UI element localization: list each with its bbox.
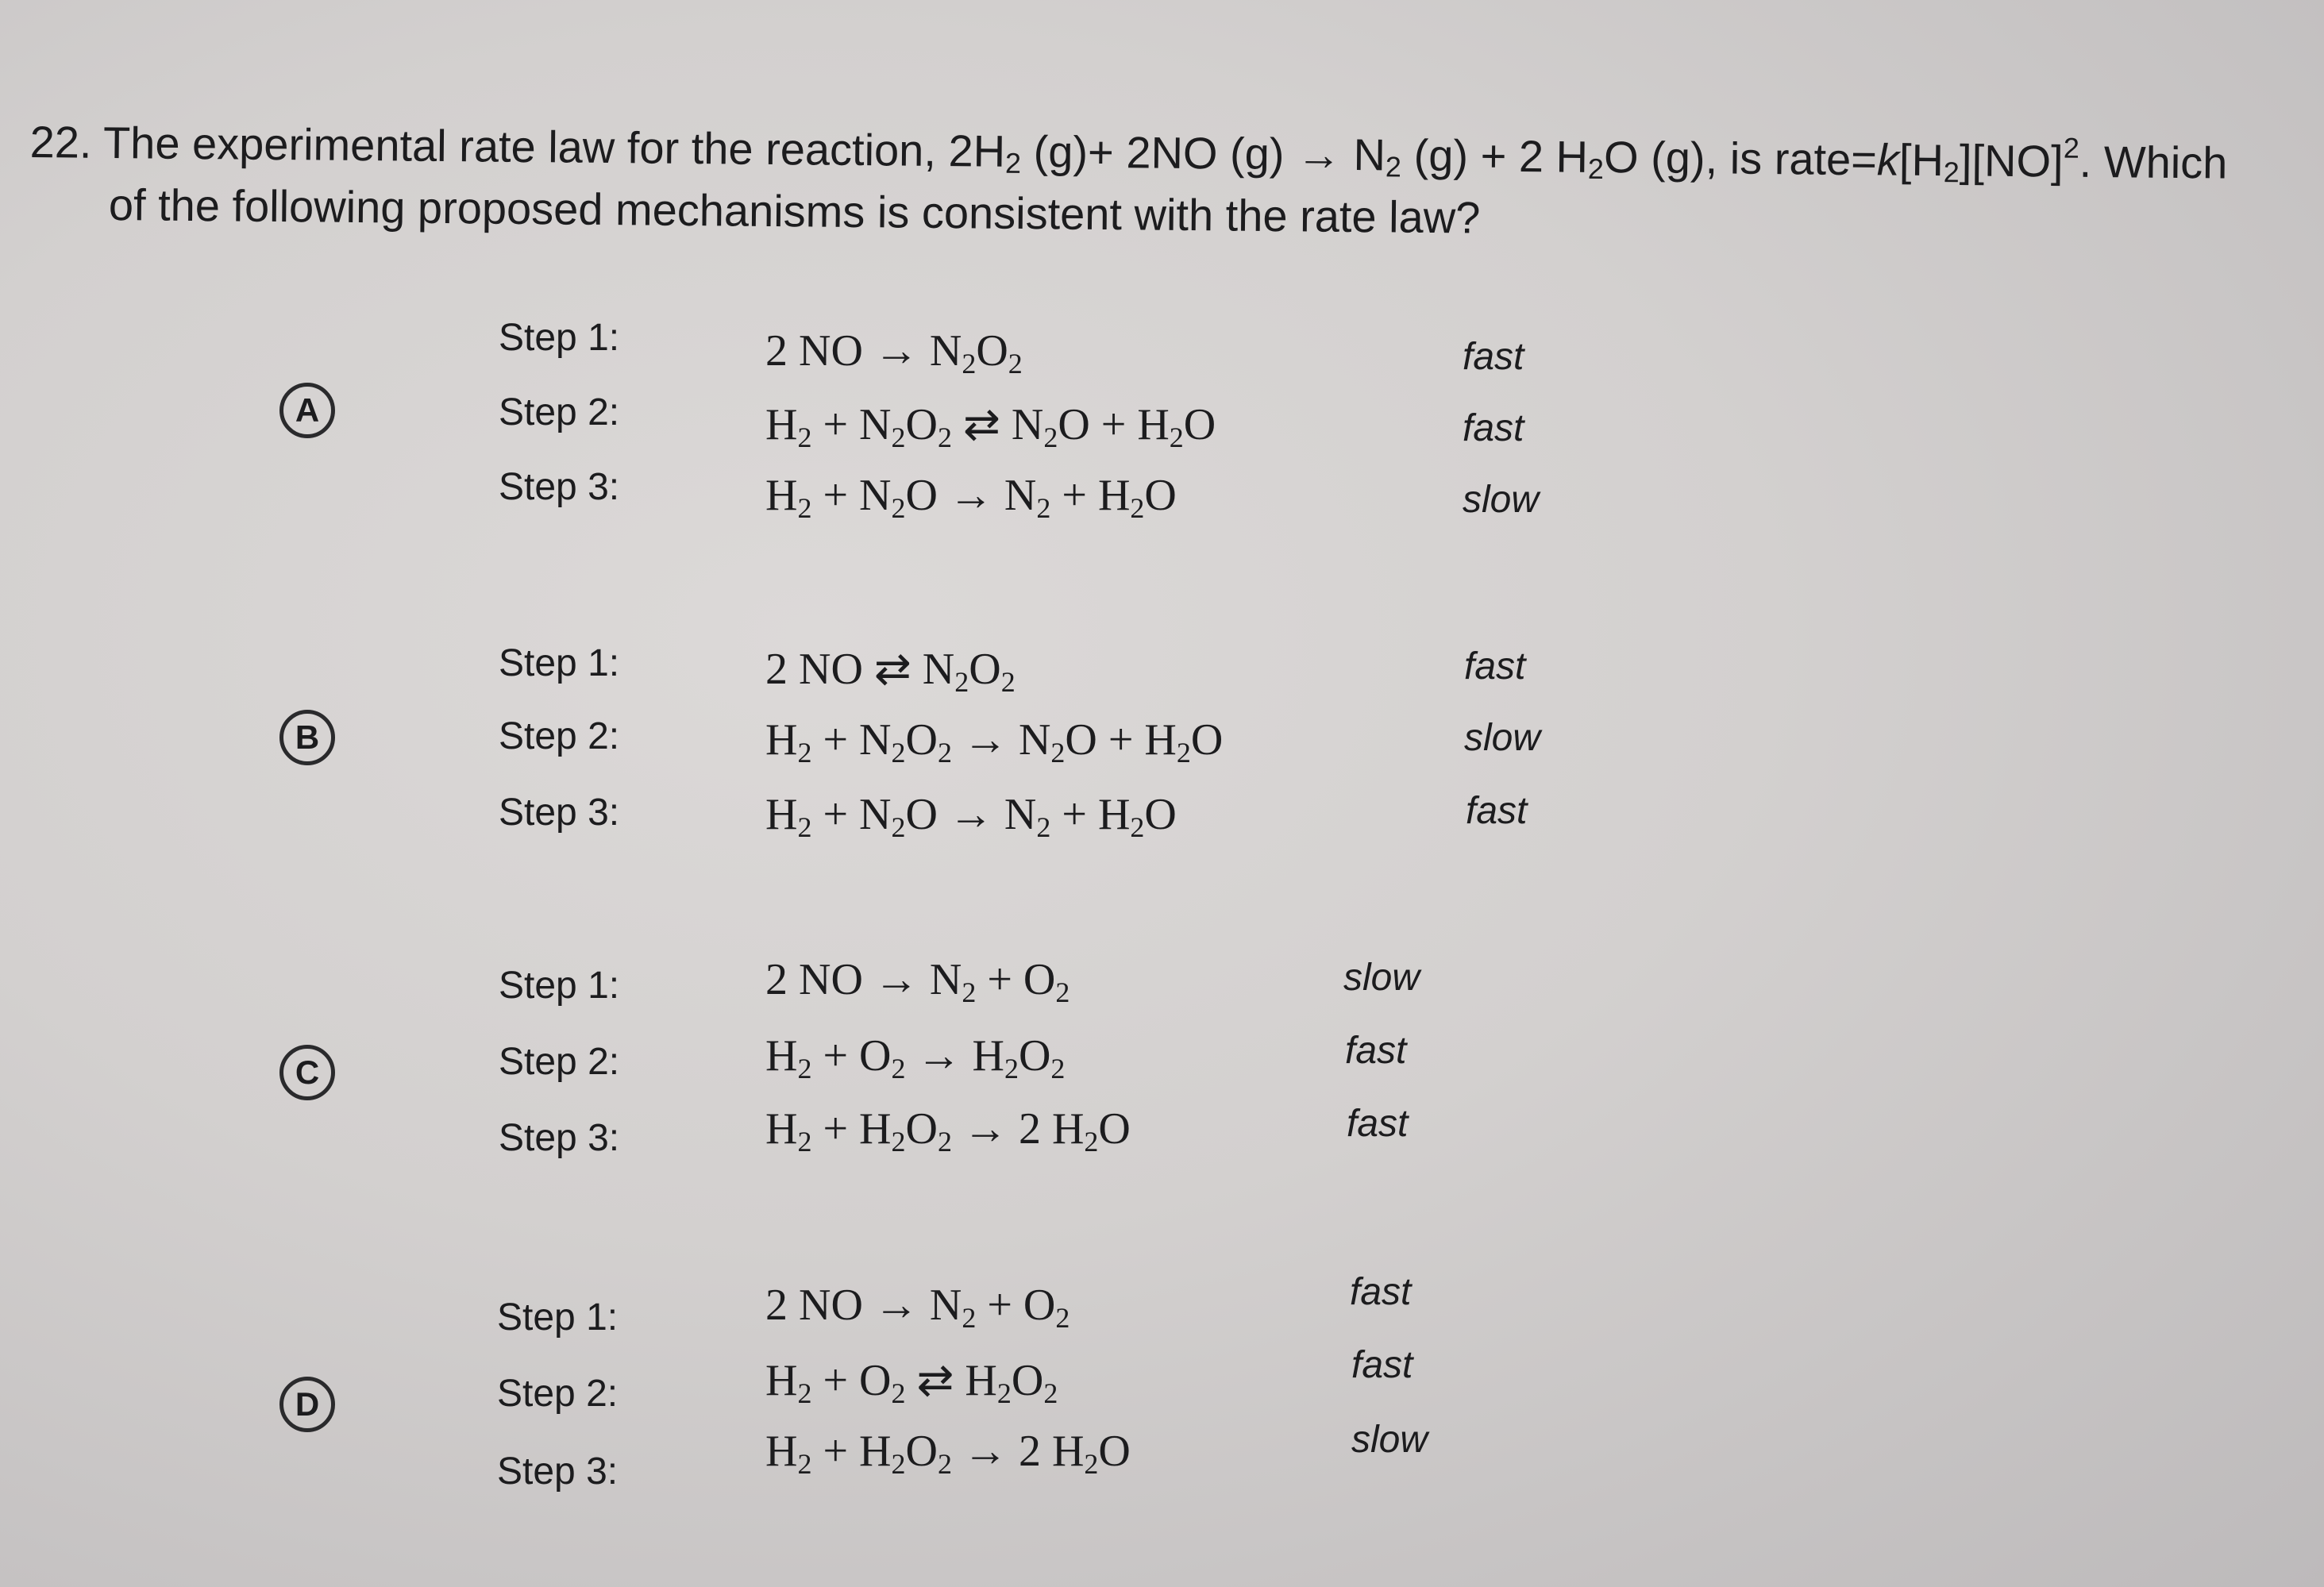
equation: $H_2 + O_2$ ⇄ $H_2O_2$ — [765, 1356, 1058, 1409]
rate-speed: fast — [1350, 1271, 1412, 1313]
equation: 2 NO ⇄ $N_2O_2$ — [765, 645, 1016, 698]
rate-speed: slow — [1464, 717, 1541, 759]
step-label: Step 1: — [499, 642, 620, 684]
question-line-2: of the following proposed mechanisms is consistent with the rate law? — [108, 179, 1481, 243]
rate-speed: fast — [1463, 336, 1524, 378]
equation: $H_2 + N_2O \to N_2 + H_2O$ — [765, 471, 1177, 524]
rate-speed: fast — [1466, 790, 1528, 832]
step-label: Step 3: — [497, 1450, 619, 1493]
rate-speed: fast — [1463, 407, 1524, 449]
rate-speed: fast — [1464, 645, 1526, 688]
step-label: Step 2: — [499, 391, 620, 433]
rate-speed: fast — [1347, 1103, 1409, 1145]
question-line-1: 22. The experimental rate law for the reaction, $2H_2$ (g)+ 2NO $(g) \to N_2$ (g) + 2 $H_2O$ (g), is $rate=k[H_2][NO]^2$. Which — [29, 116, 2228, 189]
option-a-letter[interactable]: A — [279, 383, 335, 438]
rate-speed: fast — [1345, 1030, 1407, 1072]
option-d-letter[interactable]: D — [279, 1377, 335, 1432]
question-number: 22. — [29, 116, 92, 168]
question-22 — [29, 111, 2293, 256]
rate-speed: slow — [1343, 957, 1420, 999]
equation: 2 NO → $N_2O_2$ — [765, 326, 1023, 379]
equation: $H_2 + O_2 \to H_2O_2$ — [765, 1031, 1066, 1084]
step-label: Step 1: — [499, 965, 620, 1007]
rate-speed: slow — [1351, 1419, 1428, 1461]
equation: $H_2 + N_2O_2$ ⇄ $N_2O + H_2O$ — [765, 400, 1216, 453]
step-label: Step 2: — [499, 715, 620, 757]
rate-speed: fast — [1351, 1344, 1413, 1386]
step-label: Step 2: — [497, 1373, 619, 1415]
option-c-letter[interactable]: C — [279, 1045, 335, 1100]
step-label: Step 1: — [497, 1296, 619, 1339]
option-a[interactable] — [0, 310, 1588, 548]
step-label: Step 3: — [499, 1117, 620, 1159]
equation: $H_2 + N_2O_2 \to N_2O + H_2O$ — [765, 715, 1224, 768]
option-b-letter[interactable]: B — [279, 710, 335, 765]
equation: 2 NO → $N_2 + O_2$ — [765, 955, 1070, 1008]
step-label: Step 3: — [499, 792, 620, 834]
option-d[interactable] — [0, 1270, 1588, 1508]
equation: $H_2 + H_2O_2 \to 2$ $H_2O$ — [765, 1104, 1131, 1158]
step-label: Step 3: — [499, 466, 620, 508]
equation: $H_2 + H_2O_2 \to 2$ $H_2O$ — [765, 1427, 1131, 1480]
step-label: Step 2: — [499, 1041, 620, 1083]
option-b[interactable] — [0, 635, 1588, 873]
equation: $H_2 + N_2O \to N_2 + H_2O$ — [765, 790, 1177, 843]
equation: 2 NO → $N_2 + O_2$ — [765, 1281, 1070, 1334]
step-label: Step 1: — [499, 317, 620, 359]
option-c[interactable] — [0, 948, 1588, 1186]
rate-speed: slow — [1463, 479, 1540, 521]
